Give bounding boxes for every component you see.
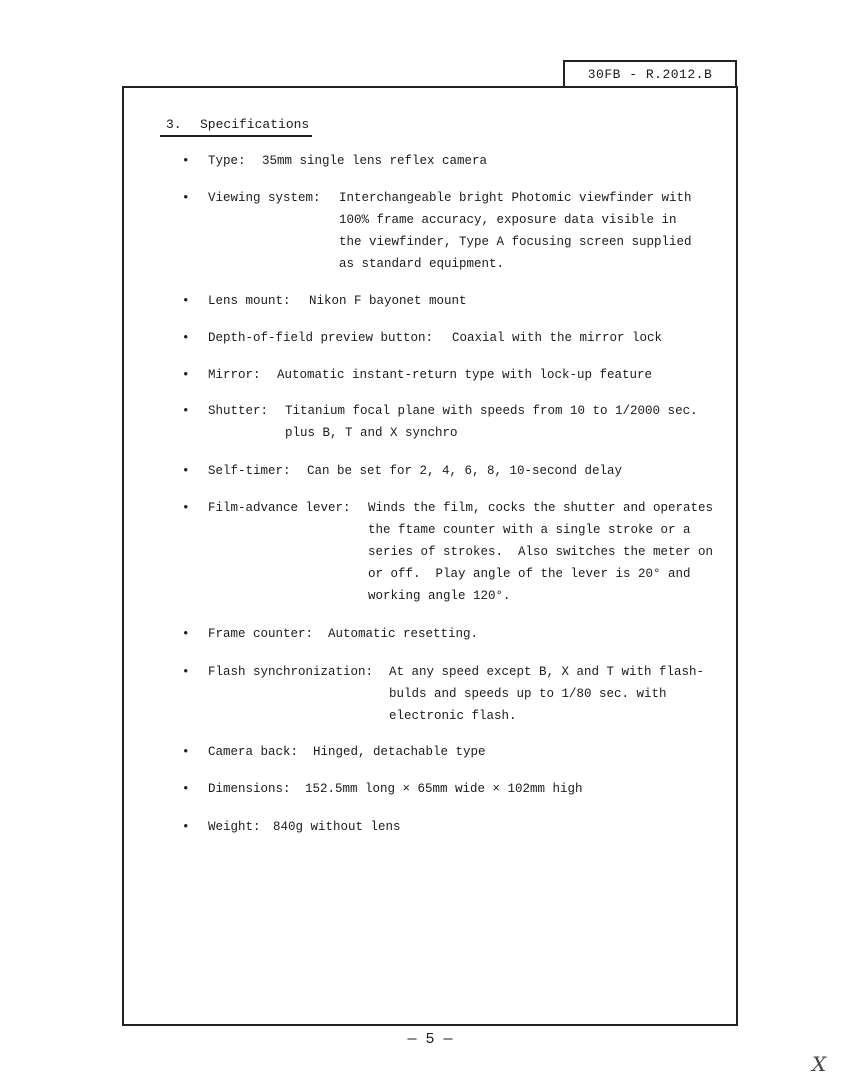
spec-value: Titanium focal plane with speeds from 10 to 1/2000 sec. plus B, T and X synchro — [285, 404, 698, 440]
bullet-icon: • — [182, 191, 190, 205]
section-title: Specifications — [200, 117, 310, 132]
spec-label: Viewing system: — [208, 191, 321, 205]
bullet-icon: • — [182, 154, 190, 168]
page-number: — 5 — — [407, 1031, 453, 1048]
spec-value: Hinged, detachable type — [313, 745, 486, 759]
spec-value: Automatic instant-return type with lock-up feature — [277, 368, 653, 382]
spec-label: Lens mount: — [208, 294, 291, 308]
bullet-icon: • — [182, 745, 190, 759]
bullet-icon: • — [182, 665, 190, 679]
spec-label: Weight: — [208, 820, 261, 834]
spec-value: At any speed except B, X and T with flash- bulds and speeds up to 1/80 sec. with electronic flash. — [389, 665, 705, 723]
section-number: 3. — [166, 117, 182, 132]
spec-value: 152.5mm long × 65mm wide × 102mm high — [305, 782, 583, 796]
bullet-icon: • — [182, 368, 190, 382]
spec-label: Flash synchronization: — [208, 665, 374, 679]
spec-value: Can be set for 2, 4, 6, 8, 10-second delay — [307, 464, 623, 478]
spec-value: Interchangeable bright Photomic viewfinder with 100% frame accuracy, exposure data visible in the viewfinder, Type A focusing screen supplied as standard equipment. — [339, 191, 692, 271]
spec-value: Nikon F bayonet mount — [309, 294, 467, 308]
spec-label: Shutter: — [208, 404, 269, 418]
handwritten-mark: X — [812, 1052, 827, 1076]
spec-value: 840g without lens — [273, 820, 401, 834]
bullet-icon: • — [182, 782, 190, 796]
bullet-icon: • — [182, 294, 190, 308]
spec-label: Mirror: — [208, 368, 261, 382]
bullet-icon: • — [182, 331, 190, 345]
section-heading — [160, 117, 312, 137]
bullet-icon: • — [182, 464, 190, 478]
spec-value: 35mm single lens reflex camera — [262, 154, 488, 168]
spec-value: Winds the film, cocks the shutter and operates the ftame counter with a single stroke or a series of strokes. Also switches the meter on or off. Play angle of the lever is 20° and working angle 120°. — [368, 501, 714, 603]
spec-label: Dimensions: — [208, 782, 291, 796]
spec-label: Camera back: — [208, 745, 299, 759]
bullet-icon: • — [182, 501, 190, 515]
bullet-icon: • — [182, 820, 190, 834]
spec-label: Film-advance lever: — [208, 501, 351, 515]
spec-value: Coaxial with the mirror lock — [452, 331, 663, 345]
bullet-icon: • — [182, 404, 190, 418]
spec-label: Frame counter: — [208, 627, 314, 641]
document-code: 30FB - R.2012.B — [563, 60, 737, 86]
spec-label: Self-timer: — [208, 464, 291, 478]
spec-value: Automatic resetting. — [328, 627, 479, 641]
bullet-icon: • — [182, 627, 190, 641]
spec-label: Depth-of-field preview button: — [208, 331, 434, 345]
spec-label: Type: — [208, 154, 246, 168]
